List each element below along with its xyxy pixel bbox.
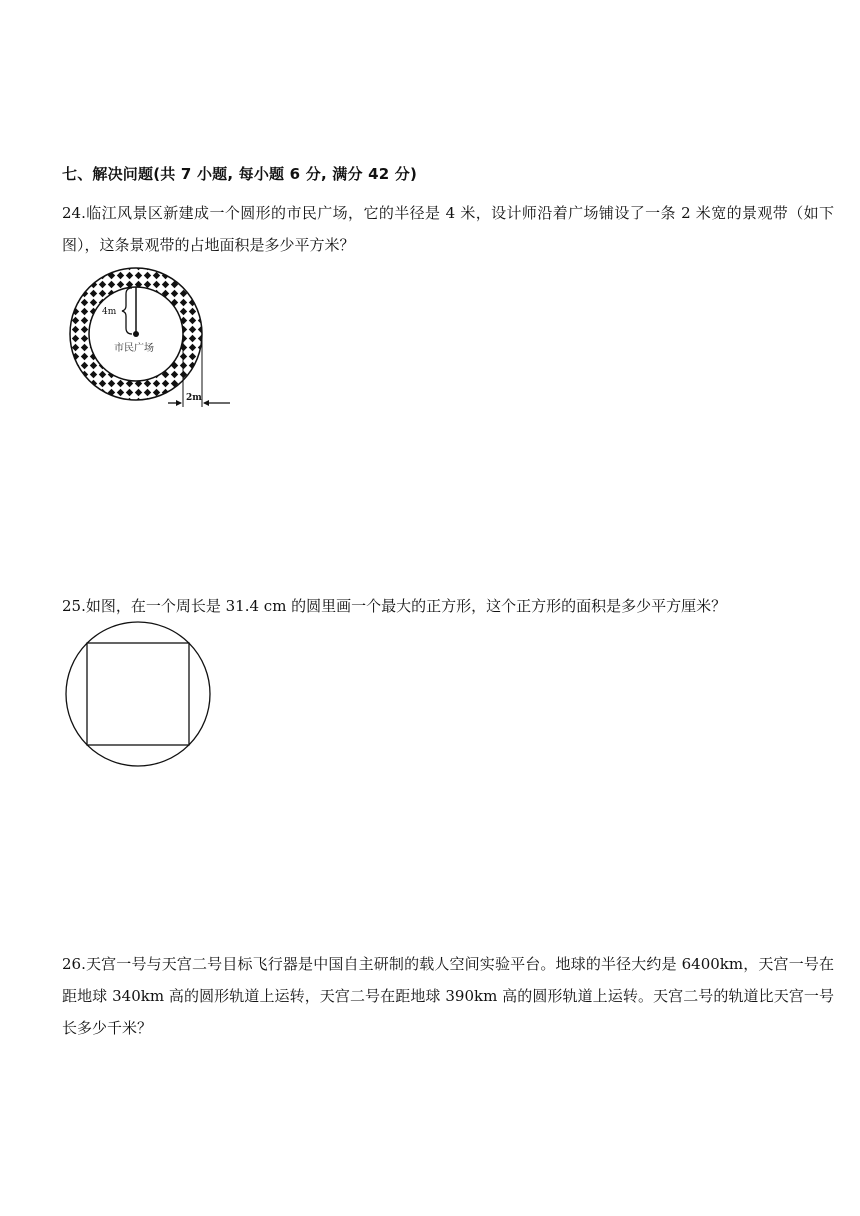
question-25-text: 25.如图，在一个周长是 31.4 cm 的圆里画一个最大的正方形，这个正方形的面积是多少平方厘米？ [62,597,727,615]
question-26-text: 26.天宫一号与天宫二号目标飞行器是中国自主研制的载人空间实验平台。地球的半径大约是 6400km，天宫一号在距地球 340km 高的圆形轨道上运转，天宫二号在距地球 390km 高的圆形轨道上运转。天宫二号的轨道比天宫一号长多少千米？ [62,955,834,1037]
section-title: 七、解决问题(共 7 小题, 每小题 6 分, 满分 42 分) [62,165,418,183]
plaza-landscape-band-figure [62,262,234,412]
question-24-text: 24.临江风景区新建成一个圆形的市民广场，它的半径是 4 米，设计师沿着广场铺设了一条 2 米宽的景观带（如下图），这条景观带的占地面积是多少平方米？ [62,204,834,254]
band-label: 2m [186,393,202,403]
square-in-circle-figure [62,618,214,770]
dim-arrowhead-left [176,400,182,406]
inscribed-square [87,643,189,745]
center-label: 市民广场 [114,343,154,354]
dim-arrowhead-right [203,400,209,406]
radius-label: 4m [102,307,117,317]
center-dot [133,331,139,337]
